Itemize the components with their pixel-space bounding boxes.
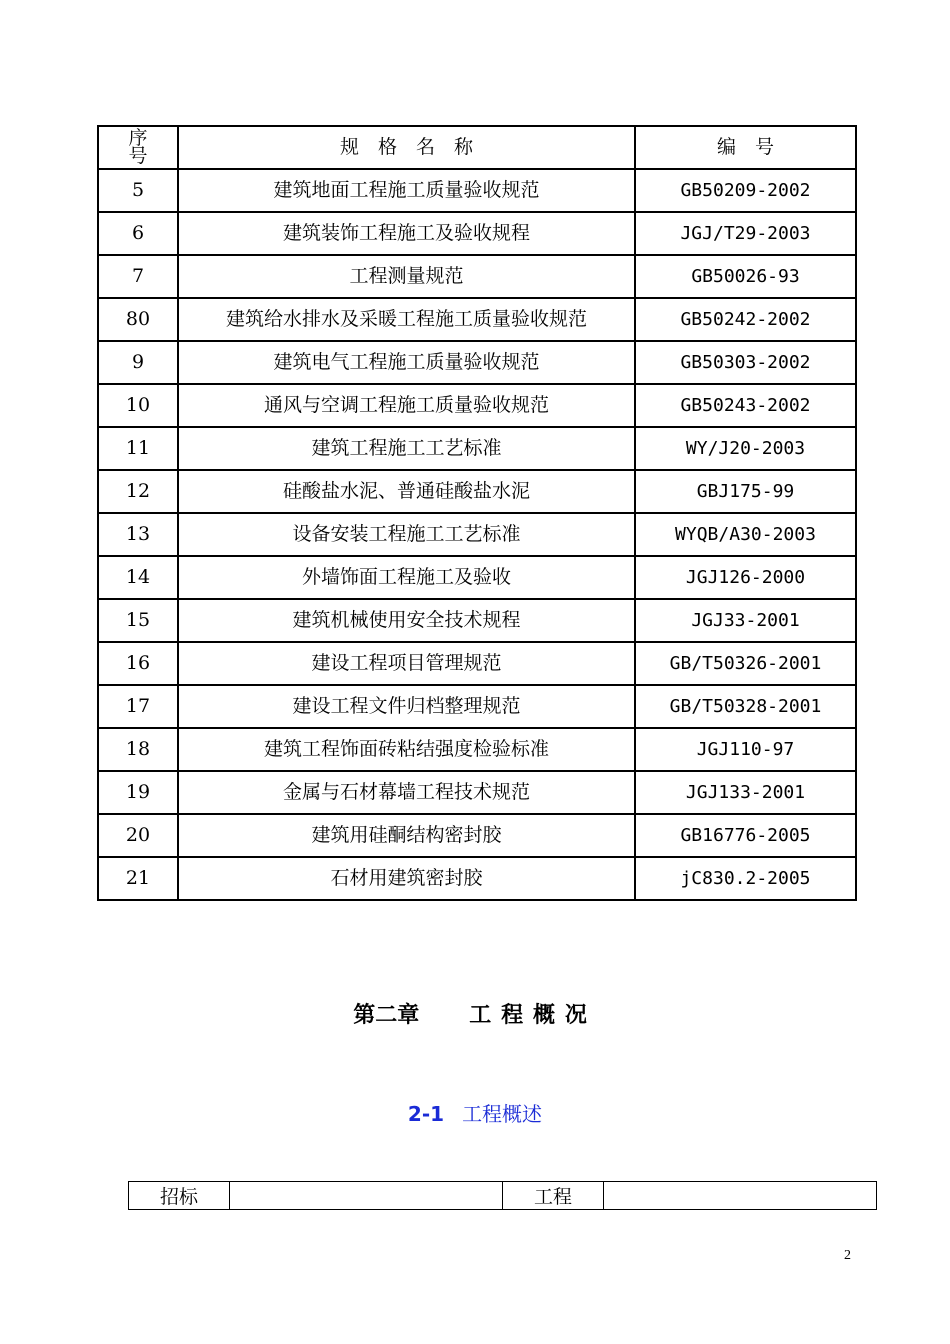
header-seq-label: 序号 [128,126,148,168]
cell-code: JGJ133-2001 [635,771,856,814]
cell-seq: 14 [98,556,178,599]
cell-code: GB/T50326-2001 [635,642,856,685]
cell-code: GB50242-2002 [635,298,856,341]
cell-seq: 16 [98,642,178,685]
cell-code: JGJ126-2000 [635,556,856,599]
cell-seq: 12 [98,470,178,513]
cell-name: 工程测量规范 [178,255,635,298]
cell-seq: 20 [98,814,178,857]
header-name: 规 格 名 称 [178,126,635,169]
cell-seq: 9 [98,341,178,384]
cell-seq: 7 [98,255,178,298]
cell-name: 石材用建筑密封胶 [178,857,635,900]
cell-name: 建筑给水排水及采暖工程施工质量验收规范 [178,298,635,341]
table-row [98,685,856,728]
cell-code: JGJ110-97 [635,728,856,771]
cell-code: JGJ/T29-2003 [635,212,856,255]
table-row [98,470,856,513]
info-value-project [604,1182,877,1210]
table-row [98,341,856,384]
table-row [98,212,856,255]
chapter-heading [0,998,950,1029]
table-row [98,857,856,900]
cell-seq: 19 [98,771,178,814]
table-row [98,728,856,771]
cell-name: 硅酸盐水泥、普通硅酸盐水泥 [178,470,635,513]
cell-code: GB50303-2002 [635,341,856,384]
table-row [98,255,856,298]
section-heading [0,1098,950,1127]
cell-code: GB50209-2002 [635,169,856,212]
cell-seq: 18 [98,728,178,771]
cell-name: 设备安装工程施工工艺标准 [178,513,635,556]
cell-seq: 5 [98,169,178,212]
cell-code: GB50026-93 [635,255,856,298]
cell-name: 建筑装饰工程施工及验收规程 [178,212,635,255]
table-row [98,384,856,427]
cell-seq: 17 [98,685,178,728]
cell-code: GB/T50328-2001 [635,685,856,728]
table-row [98,814,856,857]
table-row [98,169,856,212]
cell-seq: 11 [98,427,178,470]
cell-name: 建设工程文件归档整理规范 [178,685,635,728]
standards-table [97,125,857,901]
info-value-tender [230,1182,503,1210]
section-number: 2-1 [407,1102,445,1126]
cell-name: 外墙饰面工程施工及验收 [178,556,635,599]
cell-code: GB16776-2005 [635,814,856,857]
cell-name: 通风与空调工程施工质量验收规范 [178,384,635,427]
cell-name: 建设工程项目管理规范 [178,642,635,685]
project-info-table [128,1181,877,1210]
cell-name: 金属与石材幕墙工程技术规范 [178,771,635,814]
table-row [98,642,856,685]
cell-code: GBJ175-99 [635,470,856,513]
table-row [98,298,856,341]
cell-code: GB50243-2002 [635,384,856,427]
cell-code: JGJ33-2001 [635,599,856,642]
page-number: 2 [844,1248,851,1263]
cell-name: 建筑用硅酮结构密封胶 [178,814,635,857]
chapter-label: 第二章 [353,1003,420,1028]
cell-seq: 13 [98,513,178,556]
cell-code: WYQB/A30-2003 [635,513,856,556]
table-row [98,556,856,599]
table-row [98,771,856,814]
cell-seq: 6 [98,212,178,255]
table-row [98,427,856,470]
cell-name: 建筑地面工程施工质量验收规范 [178,169,635,212]
cell-code: jC830.2-2005 [635,857,856,900]
info-label-project: 工程 [503,1182,604,1210]
info-row [129,1182,877,1210]
cell-seq: 10 [98,384,178,427]
section-title: 工程概述 [462,1102,543,1126]
cell-code: WY/J20-2003 [635,427,856,470]
cell-name: 建筑机械使用安全技术规程 [178,599,635,642]
cell-name: 建筑电气工程施工质量验收规范 [178,341,635,384]
cell-seq: 15 [98,599,178,642]
header-seq [98,126,178,169]
cell-name: 建筑工程施工工艺标准 [178,427,635,470]
table-row [98,513,856,556]
chapter-title: 工程概况 [469,1003,597,1028]
cell-name: 建筑工程饰面砖粘结强度检验标准 [178,728,635,771]
header-code: 编 号 [635,126,856,169]
table-header-row [98,126,856,169]
table-row [98,599,856,642]
cell-seq: 21 [98,857,178,900]
info-label-tender: 招标 [129,1182,230,1210]
cell-seq: 80 [98,298,178,341]
